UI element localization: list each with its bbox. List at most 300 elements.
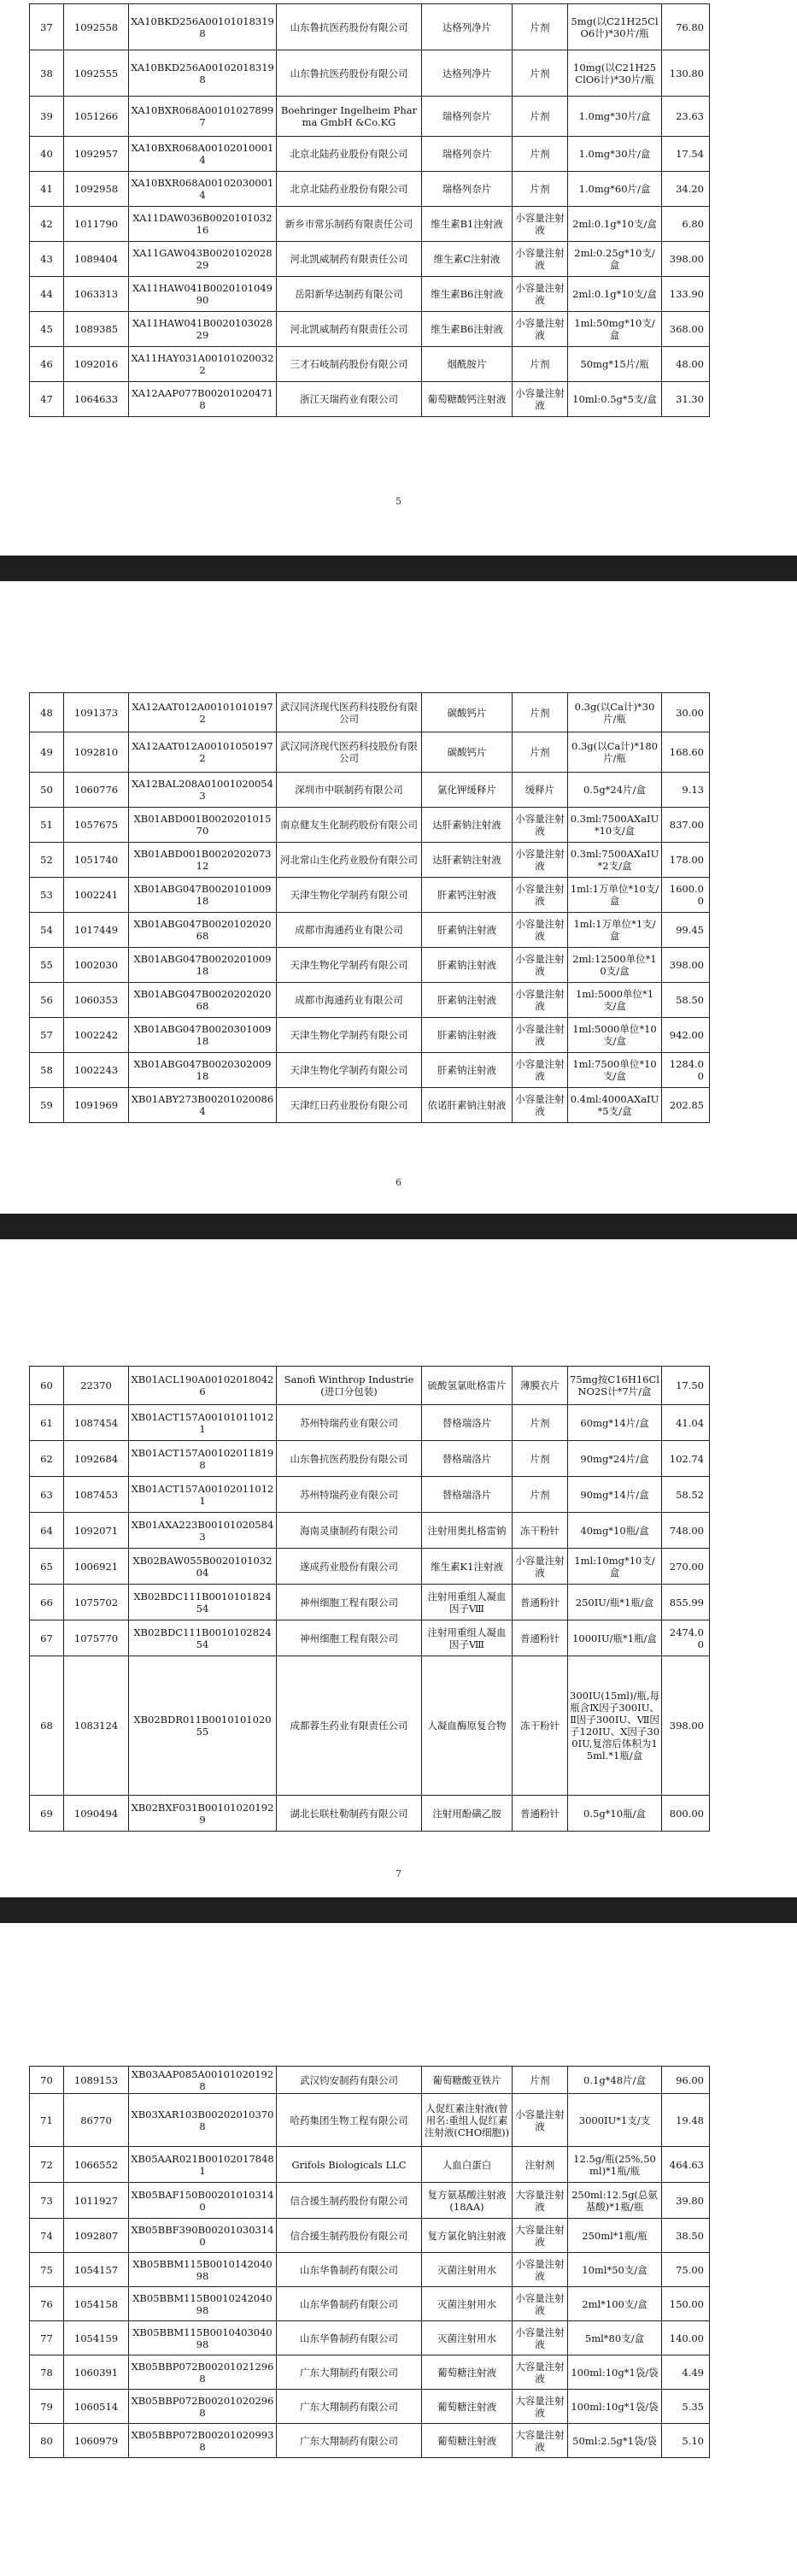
cell-manufacturer: 山东华鲁制药有限公司 — [277, 2287, 422, 2321]
table-row — [30, 948, 710, 983]
table-row — [30, 2147, 710, 2183]
table-row — [30, 1088, 710, 1123]
document-page-5 — [0, 0, 797, 556]
cell-specification: 90mg*24片/盒 — [568, 1441, 662, 1477]
cell-national-code: XA10BXR068A001020300014 — [129, 172, 277, 207]
cell-manufacturer: 北京北陆药业股份有限公司 — [277, 172, 422, 207]
table-row — [30, 137, 710, 172]
cell-index: 46 — [30, 347, 64, 382]
cell-index: 66 — [30, 1585, 64, 1620]
cell-national-code: XB01ABG047B002020100918 — [129, 948, 277, 983]
cell-drug-name: 碳酸钙片 — [422, 693, 513, 732]
drug-price-table — [29, 1366, 710, 1832]
cell-manufacturer: 河北常山生化药业股份有限公司 — [277, 843, 422, 878]
cell-drug-name: 注射用酚磺乙胺 — [422, 1796, 513, 1832]
cell-manufacturer: Sanofi Winthrop Industrie(进口分包装) — [277, 1367, 422, 1405]
cell-price: 748.00 — [662, 1513, 710, 1549]
cell-price: 464.63 — [662, 2147, 710, 2183]
cell-index: 72 — [30, 2147, 64, 2183]
cell-dosage-form: 片剂 — [513, 1441, 568, 1477]
cell-national-code: XB01AXA223B001010205843 — [129, 1513, 277, 1549]
table-row — [30, 1405, 710, 1441]
cell-manufacturer: Boehringer Ingelheim Pharma GmbH &Co.KG — [277, 97, 422, 137]
table-row — [30, 2321, 710, 2355]
cell-price: 133.90 — [662, 277, 710, 312]
cell-index: 77 — [30, 2321, 64, 2355]
cell-specification: 250ml*1瓶/瓶 — [568, 2219, 662, 2253]
table-row — [30, 207, 710, 242]
cell-price: 31.30 — [662, 382, 710, 417]
table-row — [30, 1585, 710, 1620]
cell-drug-code: 1002243 — [64, 1053, 129, 1088]
cell-national-code: XB01ACT157A001020110121 — [129, 1477, 277, 1513]
table-row — [30, 1620, 710, 1656]
cell-specification: 12.5g/瓶(25%,50ml)*1瓶/瓶 — [568, 2147, 662, 2183]
cell-drug-name: 肝素钠注射液 — [422, 983, 513, 1018]
cell-index: 56 — [30, 983, 64, 1018]
cell-price: 48.00 — [662, 347, 710, 382]
table-row — [30, 1513, 710, 1549]
cell-index: 50 — [30, 773, 64, 808]
cell-price: 270.00 — [662, 1549, 710, 1585]
cell-manufacturer: 天津生物化学制药有限公司 — [277, 948, 422, 983]
cell-manufacturer: 海南灵康制药有限公司 — [277, 1513, 422, 1549]
cell-index: 45 — [30, 312, 64, 347]
cell-drug-name: 维生素C注射液 — [422, 242, 513, 277]
cell-drug-name: 注射用奥扎格雷钠 — [422, 1513, 513, 1549]
cell-drug-code: 1051740 — [64, 843, 129, 878]
document-page-8 — [0, 1923, 797, 2576]
cell-manufacturer: 北京北陆药业股份有限公司 — [277, 137, 422, 172]
cell-specification: 1ml:1万单位*10支/盒 — [568, 878, 662, 913]
cell-price: 168.60 — [662, 732, 710, 773]
cell-drug-name: 注射用重组人凝血因子Ⅷ — [422, 1585, 513, 1620]
cell-manufacturer: 哈药集团生物工程有限公司 — [277, 2094, 422, 2147]
cell-price: 34.20 — [662, 172, 710, 207]
cell-specification: 40mg*10瓶/盒 — [568, 1513, 662, 1549]
cell-specification: 50mg*15片/瓶 — [568, 347, 662, 382]
cell-drug-code: 1083124 — [64, 1656, 129, 1796]
cell-national-code: XA11GAW043B002010202829 — [129, 242, 277, 277]
cell-price: 6.80 — [662, 207, 710, 242]
cell-dosage-form: 小容量注射液 — [513, 2094, 568, 2147]
cell-drug-code: 1051266 — [64, 97, 129, 137]
cell-price: 368.00 — [662, 312, 710, 347]
cell-national-code: XB02BDC111B001010182454 — [129, 1585, 277, 1620]
cell-price: 58.52 — [662, 1477, 710, 1513]
cell-specification: 0.3ml:7500AXaIU*2支/盒 — [568, 843, 662, 878]
cell-specification: 100ml:10g*1袋/袋 — [568, 2390, 662, 2424]
table-row — [30, 2355, 710, 2390]
cell-specification: 0.5g*10瓶/盒 — [568, 1796, 662, 1832]
cell-national-code: XB02BXF031B001010201929 — [129, 1796, 277, 1832]
cell-manufacturer: 广东大翔制药有限公司 — [277, 2390, 422, 2424]
cell-price: 855.99 — [662, 1585, 710, 1620]
cell-drug-code: 1002242 — [64, 1018, 129, 1053]
cell-price: 178.00 — [662, 843, 710, 878]
document-page-7 — [0, 1239, 797, 1897]
table-row — [30, 2424, 710, 2458]
cell-drug-name: 维生素B6注射液 — [422, 312, 513, 347]
table-row — [30, 1796, 710, 1832]
cell-price: 140.00 — [662, 2321, 710, 2355]
cell-index: 80 — [30, 2424, 64, 2458]
cell-dosage-form: 片剂 — [513, 1477, 568, 1513]
cell-index: 62 — [30, 1441, 64, 1477]
cell-dosage-form: 大容量注射液 — [513, 2183, 568, 2219]
cell-drug-code: 1054157 — [64, 2253, 129, 2287]
cell-national-code: XA10BKD256A001020183198 — [129, 50, 277, 97]
cell-index: 61 — [30, 1405, 64, 1441]
cell-specification: 90mg*14片/盒 — [568, 1477, 662, 1513]
cell-drug-code: 1057675 — [64, 808, 129, 843]
cell-manufacturer: 南京健友生化制药股份有限公司 — [277, 808, 422, 843]
cell-drug-code: 1075770 — [64, 1620, 129, 1656]
cell-drug-code: 1089385 — [64, 312, 129, 347]
cell-national-code: XA10BXR068A001010278997 — [129, 97, 277, 137]
cell-index: 67 — [30, 1620, 64, 1656]
cell-price: 398.00 — [662, 242, 710, 277]
cell-price: 5.35 — [662, 2390, 710, 2424]
cell-national-code: XB05BBM115B001014204098 — [129, 2253, 277, 2287]
cell-price: 942.00 — [662, 1018, 710, 1053]
cell-price: 76.80 — [662, 4, 710, 50]
table-row — [30, 773, 710, 808]
cell-national-code: XA10BKD256A001010183198 — [129, 4, 277, 50]
cell-price: 39.80 — [662, 2183, 710, 2219]
cell-dosage-form: 冻干粉针 — [513, 1656, 568, 1796]
table-row — [30, 1441, 710, 1477]
cell-drug-code: 1060353 — [64, 983, 129, 1018]
cell-index: 74 — [30, 2219, 64, 2253]
cell-specification: 10ml:0.5g*5支/盒 — [568, 382, 662, 417]
cell-manufacturer: 广东大翔制药有限公司 — [277, 2424, 422, 2458]
cell-dosage-form: 薄膜衣片 — [513, 1367, 568, 1405]
cell-specification: 2ml*100支/盒 — [568, 2287, 662, 2321]
cell-dosage-form: 小容量注射液 — [513, 382, 568, 417]
cell-national-code: XB01ABG047B002010100918 — [129, 878, 277, 913]
cell-specification: 1.0mg*60片/盒 — [568, 172, 662, 207]
cell-dosage-form: 冻干粉针 — [513, 1513, 568, 1549]
table-row — [30, 808, 710, 843]
cell-drug-code: 1066552 — [64, 2147, 129, 2183]
cell-index: 73 — [30, 2183, 64, 2219]
cell-drug-name: 灭菌注射用水 — [422, 2287, 513, 2321]
cell-drug-name: 人促红素注射液(曾用名:重组人促红素注射液(CHO细胞)) — [422, 2094, 513, 2147]
cell-drug-name: 瑞格列奈片 — [422, 137, 513, 172]
cell-price: 17.54 — [662, 137, 710, 172]
table-row — [30, 1549, 710, 1585]
cell-manufacturer: 成都市海通药业有限公司 — [277, 913, 422, 948]
cell-drug-code: 1092957 — [64, 137, 129, 172]
cell-drug-code: 1087453 — [64, 1477, 129, 1513]
cell-index: 79 — [30, 2390, 64, 2424]
cell-manufacturer: 浙江天瑞药业有限公司 — [277, 382, 422, 417]
table-row — [30, 878, 710, 913]
cell-manufacturer: 河北凯威制药有限责任公司 — [277, 312, 422, 347]
table-row — [30, 277, 710, 312]
table-row — [30, 1477, 710, 1513]
cell-manufacturer: 信合援生制药股份有限公司 — [277, 2219, 422, 2253]
cell-dosage-form: 普通粉针 — [513, 1620, 568, 1656]
cell-dosage-form: 小容量注射液 — [513, 207, 568, 242]
cell-manufacturer: 天津生物化学制药有限公司 — [277, 878, 422, 913]
cell-price: 398.00 — [662, 1656, 710, 1796]
cell-price: 30.00 — [662, 693, 710, 732]
cell-national-code: XB01ACT157A001020118198 — [129, 1441, 277, 1477]
cell-index: 40 — [30, 137, 64, 172]
cell-index: 42 — [30, 207, 64, 242]
cell-index: 60 — [30, 1367, 64, 1405]
cell-price: 75.00 — [662, 2253, 710, 2287]
cell-specification: 1.0mg*30片/盒 — [568, 137, 662, 172]
cell-national-code: XB02BAW055B002010103204 — [129, 1549, 277, 1585]
cell-manufacturer: 天津生物化学制药有限公司 — [277, 1018, 422, 1053]
cell-dosage-form: 普通粉针 — [513, 1796, 568, 1832]
page-number: 6 — [396, 1177, 401, 1188]
cell-specification: 1ml:50mg*10支/盒 — [568, 312, 662, 347]
cell-manufacturer: 岳阳新华达制药有限公司 — [277, 277, 422, 312]
cell-price: 1284.00 — [662, 1053, 710, 1088]
cell-index: 38 — [30, 50, 64, 97]
cell-drug-code: 1060776 — [64, 773, 129, 808]
cell-specification: 2ml:12500单位*10支/盒 — [568, 948, 662, 983]
cell-dosage-form: 小容量注射液 — [513, 1018, 568, 1053]
cell-specification: 1ml:5000单位*10支/盒 — [568, 1018, 662, 1053]
cell-dosage-form: 片剂 — [513, 97, 568, 137]
cell-specification: 10ml*50支/盒 — [568, 2253, 662, 2287]
cell-national-code: XB01ACT157A001010110121 — [129, 1405, 277, 1441]
cell-index: 54 — [30, 913, 64, 948]
cell-manufacturer: 成都市海通药业有限公司 — [277, 983, 422, 1018]
cell-manufacturer: 神州细胞工程有限公司 — [277, 1585, 422, 1620]
cell-manufacturer: 苏州特瑞药业有限公司 — [277, 1477, 422, 1513]
cell-drug-name: 硫酸氢氯吡格雷片 — [422, 1367, 513, 1405]
cell-manufacturer: 武汉钧安制药有限公司 — [277, 2067, 422, 2094]
cell-price: 130.80 — [662, 50, 710, 97]
cell-manufacturer: 三才石岐制药股份有限公司 — [277, 347, 422, 382]
table-row — [30, 2390, 710, 2424]
cell-dosage-form: 普通粉针 — [513, 1585, 568, 1620]
cell-national-code: XB05BBP072B002010209938 — [129, 2424, 277, 2458]
cell-drug-code: 1054159 — [64, 2321, 129, 2355]
cell-price: 800.00 — [662, 1796, 710, 1832]
cell-manufacturer: 武汉同济现代医药科技股份有限公司 — [277, 732, 422, 773]
cell-manufacturer: Grifols Biologicals LLC — [277, 2147, 422, 2183]
cell-national-code: XA12AAP077B002010204718 — [129, 382, 277, 417]
cell-dosage-form: 大容量注射液 — [513, 2355, 568, 2390]
cell-specification: 100ml:10g*1袋/袋 — [568, 2355, 662, 2390]
cell-price: 19.48 — [662, 2094, 710, 2147]
cell-specification: 0.1g*48片/盒 — [568, 2067, 662, 2094]
cell-drug-code: 1092810 — [64, 732, 129, 773]
cell-price: 837.00 — [662, 808, 710, 843]
cell-index: 58 — [30, 1053, 64, 1088]
table-row — [30, 97, 710, 137]
cell-dosage-form: 片剂 — [513, 1405, 568, 1441]
cell-dosage-form: 小容量注射液 — [513, 312, 568, 347]
cell-index: 68 — [30, 1656, 64, 1796]
cell-specification: 60mg*14片/盒 — [568, 1405, 662, 1441]
cell-drug-code: 1011927 — [64, 2183, 129, 2219]
cell-specification: 1ml:7500单位*10支/盒 — [568, 1053, 662, 1088]
table-row — [30, 312, 710, 347]
cell-national-code: XB03XAR103B002020103708 — [129, 2094, 277, 2147]
cell-index: 48 — [30, 693, 64, 732]
cell-specification: 5mg(以C21H25ClO6计)*30片/瓶 — [568, 4, 662, 50]
cell-dosage-form: 注射剂 — [513, 2147, 568, 2183]
cell-national-code: XB03AAP085A001010201928 — [129, 2067, 277, 2094]
cell-specification: 250ml:12.5g(总氨基酸)*1瓶/瓶 — [568, 2183, 662, 2219]
cell-price: 150.00 — [662, 2287, 710, 2321]
cell-national-code: XA12BAL208A010010200543 — [129, 773, 277, 808]
cell-drug-code: 86770 — [64, 2094, 129, 2147]
cell-drug-code: 1054158 — [64, 2287, 129, 2321]
cell-drug-name: 碳酸钙片 — [422, 732, 513, 773]
table-row — [30, 50, 710, 97]
cell-drug-code: 1060391 — [64, 2355, 129, 2390]
cell-national-code: XA11HAW041B002010302829 — [129, 312, 277, 347]
cell-drug-name: 替格瑞洛片 — [422, 1405, 513, 1441]
cell-index: 41 — [30, 172, 64, 207]
table-row — [30, 2219, 710, 2253]
cell-drug-name: 达肝素钠注射液 — [422, 808, 513, 843]
table-row — [30, 2183, 710, 2219]
cell-national-code: XB05BAF150B002010103140 — [129, 2183, 277, 2219]
cell-specification: 10mg(以C21H25ClO6计)*30片/瓶 — [568, 50, 662, 97]
cell-drug-code: 1089153 — [64, 2067, 129, 2094]
cell-national-code: XB05BBM115B001040304098 — [129, 2321, 277, 2355]
cell-drug-code: 1075702 — [64, 1585, 129, 1620]
table-row — [30, 843, 710, 878]
cell-specification: 2ml:0.1g*10支/盒 — [568, 207, 662, 242]
cell-manufacturer: 武汉同济现代医药科技股份有限公司 — [277, 693, 422, 732]
cell-manufacturer: 山东华鲁制药有限公司 — [277, 2253, 422, 2287]
table-row — [30, 347, 710, 382]
drug-price-table — [29, 692, 710, 1123]
cell-national-code: XB01ABD001B002020101570 — [129, 808, 277, 843]
cell-dosage-form: 小容量注射液 — [513, 878, 568, 913]
cell-drug-code: 1091969 — [64, 1088, 129, 1123]
cell-index: 57 — [30, 1018, 64, 1053]
cell-dosage-form: 小容量注射液 — [513, 2321, 568, 2355]
cell-dosage-form: 片剂 — [513, 693, 568, 732]
cell-dosage-form: 片剂 — [513, 50, 568, 97]
table-row — [30, 4, 710, 50]
cell-dosage-form: 片剂 — [513, 732, 568, 773]
cell-index: 78 — [30, 2355, 64, 2390]
cell-national-code: XA12AAT012A001010101972 — [129, 693, 277, 732]
cell-dosage-form: 小容量注射液 — [513, 983, 568, 1018]
cell-dosage-form: 片剂 — [513, 137, 568, 172]
cell-specification: 300IU(15ml)/瓶,每瓶含Ⅸ因子300IU、Ⅱ因子300IU、Ⅶ因子120IU、Ⅹ因子300IU,复溶后体积为15ml.*1瓶/盒 — [568, 1656, 662, 1796]
cell-specification: 1.0mg*30片/盒 — [568, 97, 662, 137]
cell-drug-name: 维生素K1注射液 — [422, 1549, 513, 1585]
cell-manufacturer: 神州细胞工程有限公司 — [277, 1620, 422, 1656]
cell-national-code: XB02BDR011B001010102055 — [129, 1656, 277, 1796]
cell-index: 47 — [30, 382, 64, 417]
cell-dosage-form: 大容量注射液 — [513, 2219, 568, 2253]
cell-index: 63 — [30, 1477, 64, 1513]
cell-index: 70 — [30, 2067, 64, 2094]
cell-drug-code: 1002030 — [64, 948, 129, 983]
cell-dosage-form: 小容量注射液 — [513, 2287, 568, 2321]
cell-price: 4.49 — [662, 2355, 710, 2390]
cell-drug-code: 1006921 — [64, 1549, 129, 1585]
cell-drug-name: 瑞格列奈片 — [422, 172, 513, 207]
table-row — [30, 1018, 710, 1053]
cell-drug-name: 达格列净片 — [422, 4, 513, 50]
cell-drug-name: 维生素B6注射液 — [422, 277, 513, 312]
table-row — [30, 2253, 710, 2287]
cell-specification: 0.5g*24片/盒 — [568, 773, 662, 808]
cell-dosage-form: 小容量注射液 — [513, 1549, 568, 1585]
cell-drug-name: 烟酰胺片 — [422, 347, 513, 382]
cell-drug-name: 葡萄糖酸亚铁片 — [422, 2067, 513, 2094]
cell-specification: 250IU/瓶*1瓶/盒 — [568, 1585, 662, 1620]
cell-dosage-form: 片剂 — [513, 172, 568, 207]
table-row — [30, 2287, 710, 2321]
cell-specification: 1000IU/瓶*1瓶/盒 — [568, 1620, 662, 1656]
cell-drug-code: 22370 — [64, 1367, 129, 1405]
cell-price: 398.00 — [662, 948, 710, 983]
cell-dosage-form: 小容量注射液 — [513, 1088, 568, 1123]
cell-drug-name: 人凝血酶原复合物 — [422, 1656, 513, 1796]
cell-drug-code: 1092684 — [64, 1441, 129, 1477]
cell-specification: 1ml:1万单位*1支/盒 — [568, 913, 662, 948]
cell-index: 59 — [30, 1088, 64, 1123]
cell-drug-name: 依诺肝素钠注射液 — [422, 1088, 513, 1123]
cell-drug-name: 人血白蛋白 — [422, 2147, 513, 2183]
cell-drug-code: 1092555 — [64, 50, 129, 97]
cell-drug-name: 葡萄糖酸钙注射液 — [422, 382, 513, 417]
cell-national-code: XA11HAW041B002010104990 — [129, 277, 277, 312]
cell-drug-name: 肝素钠注射液 — [422, 913, 513, 948]
cell-manufacturer: 山东华鲁制药有限公司 — [277, 2321, 422, 2355]
cell-national-code: XB01ABY273B002010200864 — [129, 1088, 277, 1123]
cell-dosage-form: 小容量注射液 — [513, 277, 568, 312]
page-number: 7 — [396, 1868, 401, 1879]
cell-specification: 3000IU*1支/支 — [568, 2094, 662, 2147]
cell-dosage-form: 小容量注射液 — [513, 1053, 568, 1088]
cell-dosage-form: 片剂 — [513, 2067, 568, 2094]
cell-manufacturer: 成都蓉生药业有限责任公司 — [277, 1656, 422, 1796]
cell-drug-name: 替格瑞洛片 — [422, 1441, 513, 1477]
cell-dosage-form: 缓释片 — [513, 773, 568, 808]
cell-index: 55 — [30, 948, 64, 983]
cell-dosage-form: 大容量注射液 — [513, 2390, 568, 2424]
table-row — [30, 2094, 710, 2147]
table-row — [30, 732, 710, 773]
cell-national-code: XB02BDC111B001010282454 — [129, 1620, 277, 1656]
cell-drug-name: 达格列净片 — [422, 50, 513, 97]
table-row — [30, 1656, 710, 1796]
cell-manufacturer: 广东大翔制药有限公司 — [277, 2355, 422, 2390]
cell-drug-name: 肝素钠注射液 — [422, 948, 513, 983]
cell-manufacturer: 河北凯威制药有限责任公司 — [277, 242, 422, 277]
cell-drug-code: 1089404 — [64, 242, 129, 277]
cell-dosage-form: 片剂 — [513, 347, 568, 382]
cell-drug-name: 肝素钙注射液 — [422, 878, 513, 913]
cell-drug-name: 替格瑞洛片 — [422, 1477, 513, 1513]
table-row — [30, 693, 710, 732]
cell-drug-code: 1092071 — [64, 1513, 129, 1549]
cell-national-code: XB01ABG047B002030100918 — [129, 1018, 277, 1053]
table-row — [30, 1367, 710, 1405]
cell-manufacturer: 天津红日药业股份有限公司 — [277, 1088, 422, 1123]
table-row — [30, 242, 710, 277]
cell-specification: 2ml:0.1g*10支/盒 — [568, 277, 662, 312]
